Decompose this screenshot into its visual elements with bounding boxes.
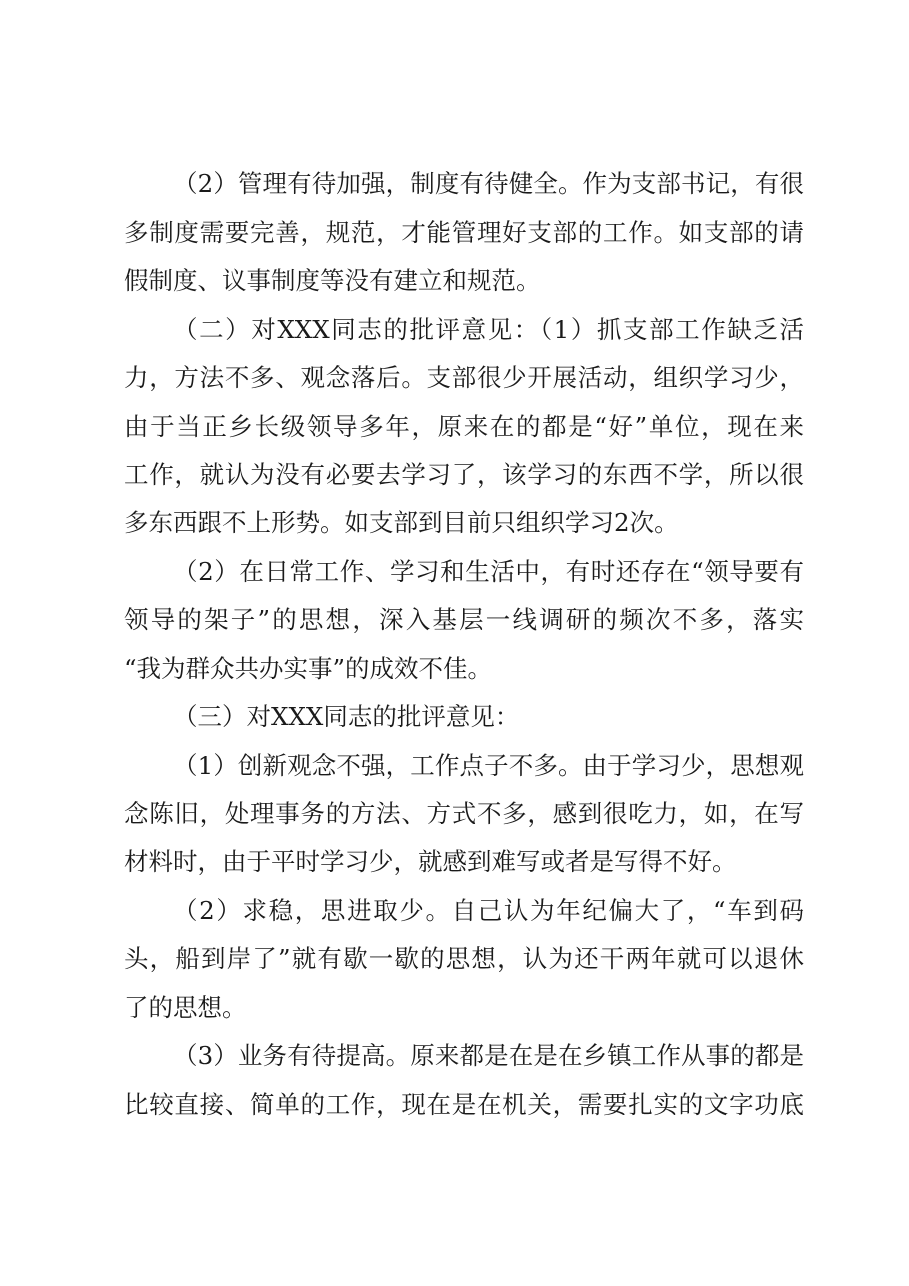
- paragraph-1-line-1: （2）管理有待加强，制度有待健全。作为支部书记，有很: [173, 169, 804, 198]
- paragraph-4-line-3: 材料时，由于平时学习少，就感到难写或者是写得不好。: [124, 847, 737, 876]
- paragraph-1-line-2: 多制度需要完善，规范，才能管理好支部的工作。如支部的请: [124, 218, 804, 247]
- paragraph-2-line-1: （二）对XXX同志的批评意见：（1）抓支部工作缺乏活: [173, 315, 804, 344]
- paragraph-2-line-5: 多东西跟不上形势。如支部到目前只组织学习2次。: [124, 508, 679, 537]
- paragraph-6-line-2: 比较直接、简单的工作，现在是在机关，需要扎实的文字功底: [124, 1090, 804, 1119]
- paragraph-2-line-4: 工作，就认为没有必要去学习了，该学习的东西不学，所以很: [124, 460, 804, 489]
- paragraph-4-line-1: （1）创新观念不强，工作点子不多。由于学习少，思想观: [173, 751, 804, 780]
- paragraph-4-line-2: 念陈旧，处理事务的方法、方式不多，感到很吃力，如，在写: [124, 799, 804, 828]
- paragraph-6-line-1: （3）业务有待提高。原来都是在是在乡镇工作从事的都是: [173, 1041, 804, 1070]
- paragraph-1-line-3: 假制度、议事制度等没有建立和规范。: [124, 266, 541, 295]
- paragraph-3-line-3: “我为群众共办实事”的成效不佳。: [124, 654, 493, 683]
- paragraph-2-line-3: 由于当正乡长级领导多年，原来在的都是“好”单位，现在来: [124, 412, 804, 441]
- paragraph-5-line-1: （2）求稳，思进取少。自己认为年纪偏大了，“车到码: [173, 896, 804, 925]
- paragraph-3-line-1: （2）在日常工作、学习和生活中，有时还存在“领导要有: [173, 557, 804, 586]
- section-heading-3: （三）对XXX同志的批评意见：: [173, 702, 520, 731]
- paragraph-5-line-3: 了的思想。: [124, 993, 247, 1022]
- paragraph-2-line-2: 力，方法不多、观念落后。支部很少开展活动，组织学习少，: [124, 363, 804, 392]
- paragraph-3-line-2: 领导的架子”的思想，深入基层一线调研的频次不多，落实: [124, 605, 804, 634]
- paragraph-5-line-2: 头，船到岸了”就有歇一歇的思想，认为还干两年就可以退休: [124, 944, 804, 973]
